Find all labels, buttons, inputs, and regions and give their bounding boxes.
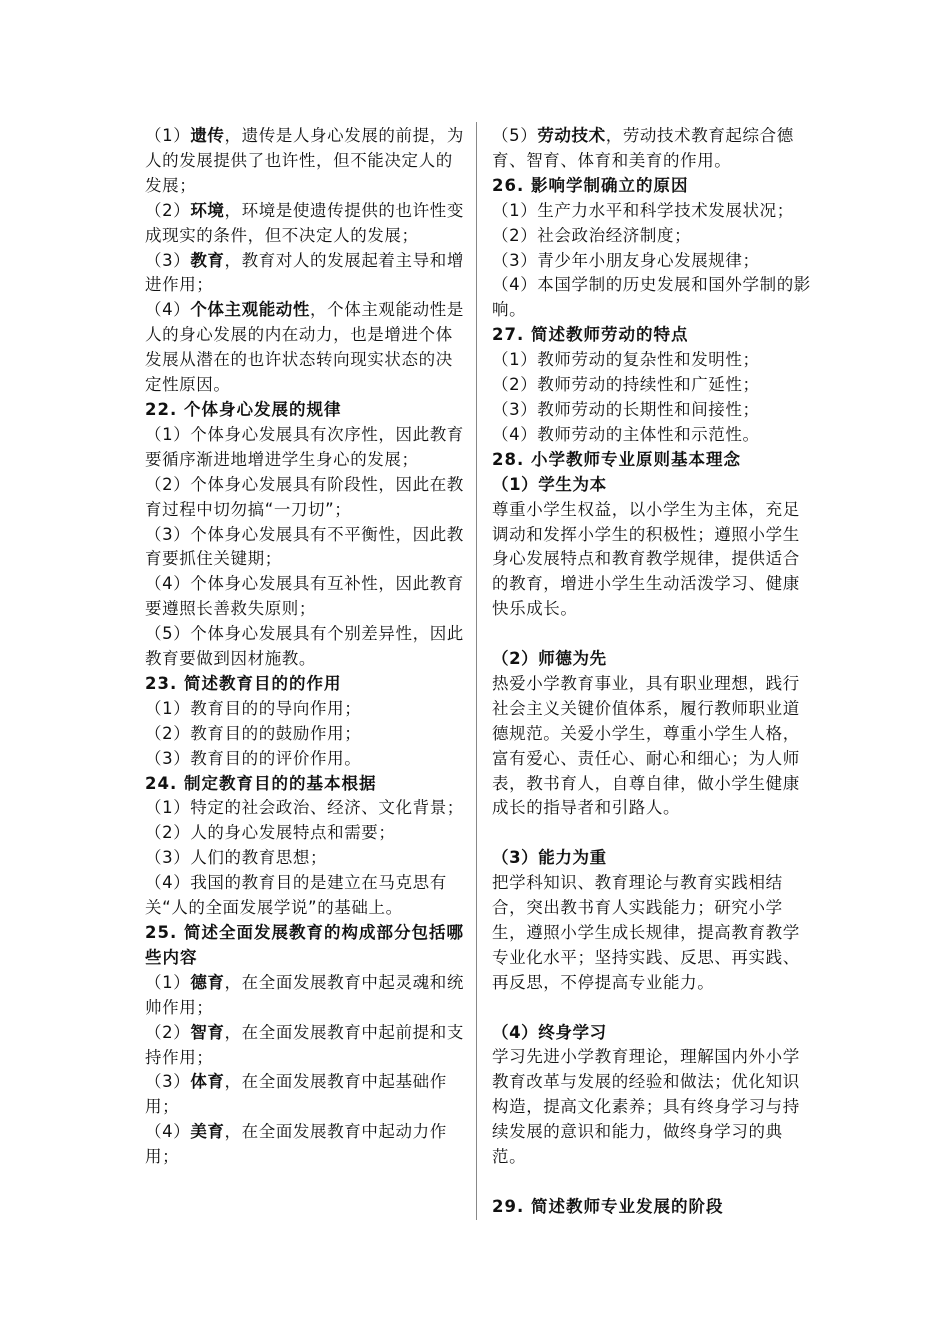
column-divider bbox=[476, 122, 477, 1220]
list-item: （2）人的身心发展特点和需要； bbox=[145, 823, 396, 843]
list-item: （1）生产力水平和科学技术发展状况； bbox=[492, 200, 794, 220]
list-item: （4）我国的教育目的是建立在马克思有关“人的全面发展学说”的基础上。 bbox=[145, 873, 447, 918]
spacer bbox=[492, 622, 812, 647]
list-item: （3）教育，教育对人的发展起着主导和增进作用； bbox=[145, 250, 464, 295]
list-item: （3）体育，在全面发展教育中起基础作用； bbox=[145, 1072, 447, 1117]
subheading-student-first: （1）学生为本 bbox=[492, 474, 607, 494]
paragraph: 学习先进小学教育理论，理解国内外小学教育改革与发展的经验和做法；优化知识构造，提高文化素养；具有终身学习与持续发展的意识和能力，做终身学习的典范。 bbox=[492, 1047, 800, 1167]
section-heading-29: 29. 简述教师专业发展的阶段 bbox=[492, 1196, 724, 1216]
spacer bbox=[492, 1170, 812, 1195]
list-item: （2）社会政治经济制度； bbox=[492, 225, 692, 245]
list-item: （2）智育，在全面发展教育中起前提和支持作用； bbox=[145, 1022, 464, 1067]
list-item: （3）教师劳动的长期性和间接性； bbox=[492, 399, 760, 419]
section-heading-25: 25. 简述全面发展教育的构成部分包括哪些内容 bbox=[145, 923, 464, 967]
left-column bbox=[145, 124, 465, 1170]
list-item: （4）美育，在全面发展教育中起动力作用； bbox=[145, 1122, 447, 1167]
subheading-ethics-first: （2）师德为先 bbox=[492, 649, 607, 669]
list-item: （5）劳动技术，劳动技术教育起综合德育、智育、体育和美育的作用。 bbox=[492, 126, 794, 170]
list-item: （3）青少年小朋友身心发展规律； bbox=[492, 250, 760, 270]
key-term: 环境 bbox=[190, 200, 225, 220]
list-item: （3）教育目的的评价作用。 bbox=[145, 748, 362, 768]
list-item: （5）个体身心发展具有个别差异性，因此教育要做到因材施教。 bbox=[145, 624, 464, 669]
list-item: （1）德育，在全面发展教育中起灵魂和统帅作用； bbox=[145, 972, 464, 1017]
section-heading-28: 28. 小学教师专业原则基本理念 bbox=[492, 449, 741, 469]
list-item: （4）本国学制的历史发展和国外学制的影响。 bbox=[492, 275, 811, 320]
list-item: （4）教师劳动的主体性和示范性。 bbox=[492, 424, 760, 444]
list-item: （2）教育目的的鼓励作用； bbox=[145, 723, 362, 743]
key-term: 劳动技术 bbox=[537, 126, 606, 145]
section-heading-24: 24. 制定教育目的的基本根据 bbox=[145, 773, 377, 793]
section-heading-22: 22. 个体身心发展的规律 bbox=[145, 399, 342, 419]
list-item: （1）个体身心发展具有次序性，因此教育要循序渐进地增进学生身心的发展； bbox=[145, 424, 464, 469]
list-item: （3）个体身心发展具有不平衡性，因此教育要抓住关键期； bbox=[145, 524, 464, 569]
paragraph: 热爱小学教育事业，具有职业理想，践行社会主义关键价值体系，履行教师职业道德规范。关爱小学生，尊重小学生人格，富有爱心、责任心、耐心和细心；为人师表，教书育人，自尊自律，做小学生健康成长的指导者和引路人。 bbox=[492, 673, 800, 818]
list-item: （1）教育目的的导向作用； bbox=[145, 698, 362, 718]
list-item: （2）个体身心发展具有阶段性，因此在教育过程中切勿搞“一刀切”； bbox=[145, 474, 464, 519]
section-heading-23: 23. 简述教育目的的作用 bbox=[145, 673, 342, 693]
subheading-ability: （3）能力为重 bbox=[492, 848, 607, 868]
key-term: 美育 bbox=[190, 1122, 225, 1142]
key-term: 智育 bbox=[190, 1022, 225, 1042]
spacer bbox=[492, 996, 812, 1021]
list-item: （1）遗传，遗传是人身心发展的前提，为人的发展提供了也许性，但不能决定人的发展； bbox=[145, 126, 464, 195]
key-term: 体育 bbox=[190, 1072, 225, 1092]
key-term: 个体主观能动性 bbox=[190, 300, 311, 320]
list-item: （2）环境，环境是使遗传提供的也许性变成现实的条件，但不决定人的发展； bbox=[145, 200, 464, 245]
paragraph: 把学科知识、教育理论与教育实践相结合，突出教书育人实践能力；研究小学生，遵照小学生成长规律，提高教育教学专业化水平；坚持实践、反思、再实践、再反思，不停提高专业能力。 bbox=[492, 873, 800, 992]
section-heading-26: 26. 影响学制确立的原因 bbox=[492, 175, 689, 195]
key-term: 德育 bbox=[190, 972, 225, 992]
right-column bbox=[492, 124, 812, 1220]
spacer bbox=[492, 821, 812, 846]
list-item: （2）教师劳动的持续性和广延性； bbox=[492, 375, 760, 395]
key-term: 遗传 bbox=[190, 126, 225, 145]
subheading-lifelong-learning: （4）终身学习 bbox=[492, 1022, 607, 1042]
list-item: （1）教师劳动的复杂性和发明性； bbox=[492, 350, 760, 370]
list-item: （1）特定的社会政治、经济、文化背景； bbox=[145, 798, 464, 818]
section-heading-27: 27. 简述教师劳动的特点 bbox=[492, 325, 689, 345]
key-term: 教育 bbox=[190, 250, 225, 270]
paragraph: 尊重小学生权益，以小学生为主体，充足调动和发挥小学生的积极性；遵照小学生身心发展特点和教育教学规律，提供适合的教育，增进小学生生动活泼学习、健康快乐成长。 bbox=[492, 499, 800, 619]
list-item: （3）人们的教育思想； bbox=[145, 848, 328, 868]
list-item: （4）个体身心发展具有互补性，因此教育要遵照长善救失原则； bbox=[145, 574, 464, 619]
list-item: （4）个体主观能动性，个体主观能动性是人的身心发展的内在动力，也是增进个体发展从潜在的也许状态转向现实状态的决定性原因。 bbox=[145, 300, 464, 395]
